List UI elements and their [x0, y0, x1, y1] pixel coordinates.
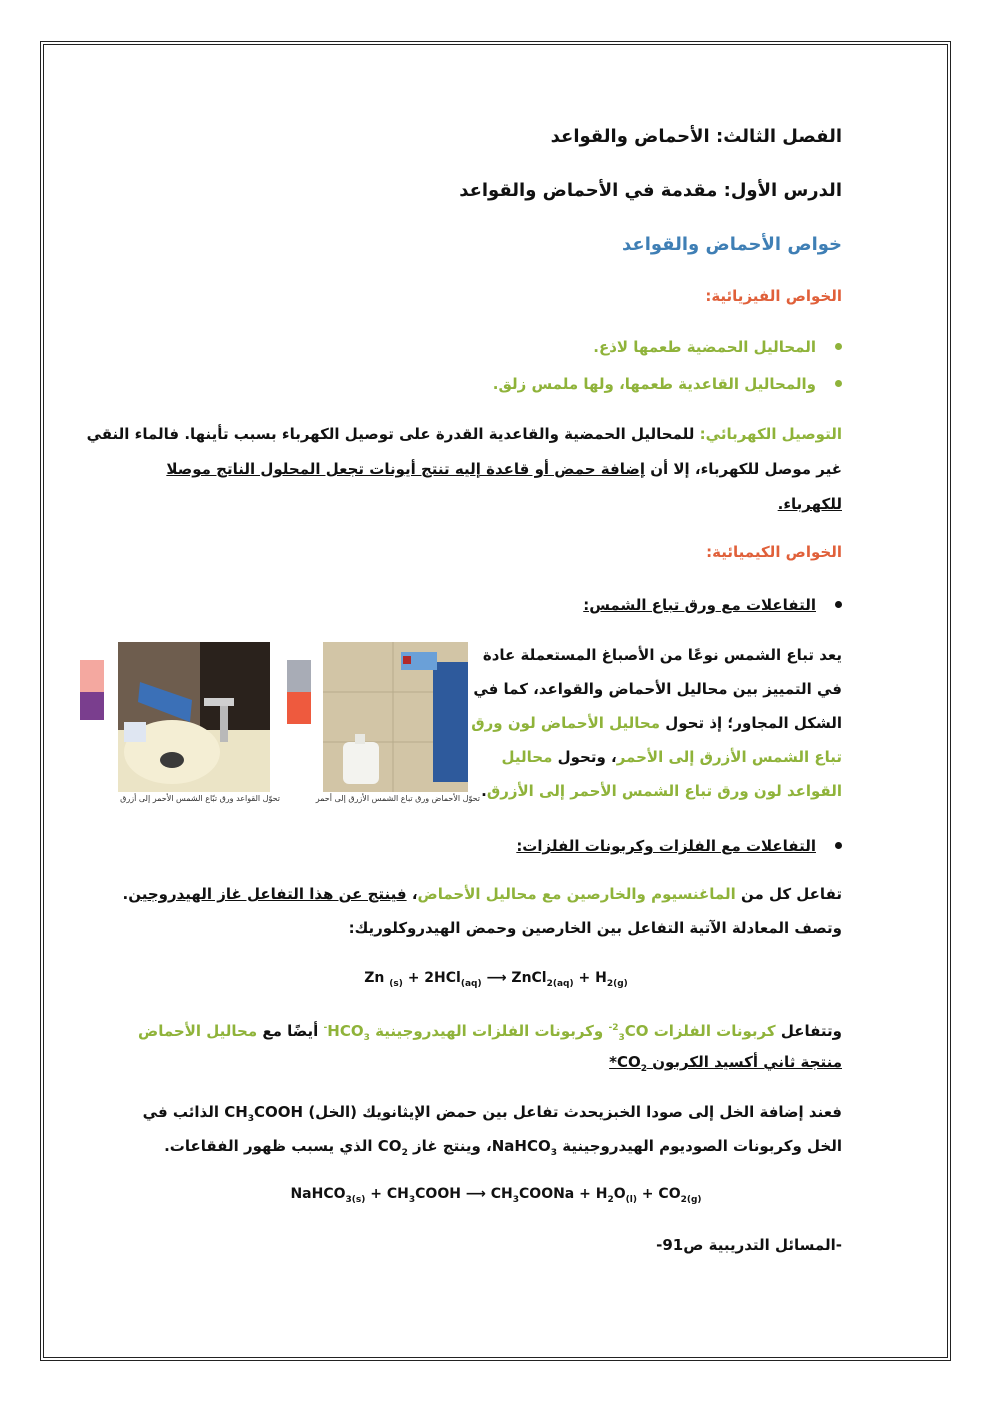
- litmus-title: التفاعلات مع ورق تباع الشمس:: [583, 596, 816, 614]
- carbonates-line-2: منتجة ثاني أكسيد الكربون $CO_2*$: [609, 1053, 842, 1074]
- chapter-title: الفصل الثالث: الأحماض والقواعد: [550, 126, 842, 147]
- lesson-title: الدرس الأول: مقدمة في الأحماض والقواعد: [459, 180, 842, 201]
- chemical-heading: الخواص الكيميائية:: [706, 543, 842, 561]
- caption-left: تحوّل القواعد ورق تبّاع الشمس الأحمر إلى أزرق: [120, 794, 280, 803]
- bullet-icon: [835, 343, 842, 350]
- conductivity-line-3: للكهرباء.: [777, 495, 842, 513]
- equation-vinegar: NaHCO$_{3(s)}$ + $CH_3COOH$ ⟶ $CH_3COONa + H_2O_{(l)} + CO_{2(g)}$: [290, 1186, 702, 1205]
- carbonates-line-1: وتتفاعل كربونات الفلزات $CO_3^{-2}$ وكربونات الفلزات الهيدروجينية $HCO_3^-$ أيضًا مع محاليل الأحماض: [138, 1022, 842, 1043]
- metals-line-2: وتصف المعادلة الآتية التفاعل بين الخارصين وحمض الهيدروكلوريك:: [348, 919, 842, 937]
- physical-bullet-2: والمحاليل القاعدية طعمها، ولها ملمس زلق.: [492, 375, 816, 393]
- vinegar-line-1: فعند إضافة الخل إلى صودا الخبزيحدث تفاعل بين حمض الإيثانويك (الخل) $CH_3COOH$ الذائب في: [142, 1103, 842, 1124]
- litmus-line-2: في التمييز بين محاليل الأحماض والقواعد، كما في: [473, 680, 842, 698]
- conductivity-line-1: التوصيل الكهربائي: للمحاليل الحمضية والقاعدية القدرة على توصيل الكهرباء بسبب تأينها. فالماء النقي: [86, 425, 842, 443]
- physical-bullet-1: المحاليل الحمضية طعمها لاذع.: [593, 338, 816, 356]
- bullet-icon: [835, 601, 842, 608]
- physical-heading: الخواص الفيزيائية:: [705, 287, 842, 305]
- conductivity-line-2: غير موصل للكهرباء، إلا أن إضافة حمض أو قاعدة إليه تنتج أيونات تجعل المحلول الناتج موصلا: [166, 460, 842, 478]
- caption-right: تحوّل الأحماض ورق تباع الشمس الأزرق إلى أحمر: [315, 794, 480, 803]
- metals-line-1: تفاعل كل من الماغنسيوم والخارصين مع محاليل الأحماض، فينتج عن هذا التفاعل غاز الهيدروجين.: [122, 885, 842, 903]
- conductivity-label: التوصيل الكهربائي:: [699, 425, 842, 443]
- bullet-icon: [835, 380, 842, 387]
- acid-litmus-photo: [283, 642, 468, 792]
- bullet-icon: [835, 842, 842, 849]
- section-title: خواص الأحماض والقواعد: [622, 234, 842, 255]
- litmus-line-4: تباع الشمس الأزرق إلى الأحمر، وتحول محاليل: [501, 748, 842, 766]
- vinegar-line-2: الخل وكربونات الصوديوم الهيدروجينية NaHCO$_3$، وينتج غاز $CO_2$ الذي يسبب ظهور الفقاعات.: [164, 1137, 842, 1158]
- litmus-line-1: يعد تباع الشمس نوعًا من الأصباغ المستعملة عادة: [482, 646, 842, 664]
- equation-zinc: Zn $_{(s)}$ + 2HCl$_{(aq)}$ ⟶ ZnCl$_{2(aq)}$ + $H_{2(g)}$: [364, 970, 628, 989]
- litmus-line-5: القواعد لون ورق تباع الشمس الأحمر إلى الأزرق.: [481, 782, 842, 800]
- litmus-line-3: الشكل المجاور؛ إذ تحول محاليل الأحماض لون ورق: [471, 714, 842, 732]
- practice-problems: -المسائل التدريبية ص91-: [656, 1236, 842, 1254]
- metals-title: التفاعلات مع الفلزات وكربونات الفلزات:: [516, 837, 816, 855]
- base-litmus-photo: [80, 642, 270, 792]
